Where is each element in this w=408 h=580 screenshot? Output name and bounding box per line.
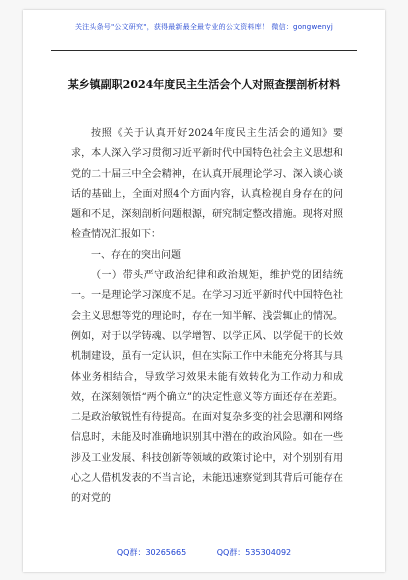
document-title: 某乡镇副职2024年度民主生活会个人对照查摆剖析材料 — [67, 78, 341, 91]
document-page — [23, 10, 385, 572]
footer-contacts — [23, 547, 385, 558]
section-heading: 一、存在的突出问题 — [91, 249, 181, 261]
qq-group-2: QQ群：535304092 — [216, 548, 292, 557]
document-body — [71, 124, 343, 510]
qq-group-1: QQ群：30265665 — [116, 548, 187, 557]
header-divider — [51, 50, 357, 51]
paragraph-intro: 按照《关于认真开好2024年度民主生活会的通知》要求，本人深入学习贯彻习近平新时代中国特色社会主义思想和党的二十届三中全会精神，在认真开展理论学习、深入谈心谈话的基础上，全面对照4个方面内容，认真检视自身存在的问题和不足，深刻剖析问题根源，研究制定整改措施。现将对照检查情况汇报如下： — [71, 128, 343, 241]
top-banner: 关注头条号"公文研究"，获得最新最全最专业的公文资料库！ 微信：gongwenyj — [74, 23, 334, 31]
paragraph-section-1: （一）带头严守政治纪律和政治规矩，维护党的团结统一。一是理论学习深度不足。在学习习近平新时代中国特色社会主义思想等党的理论时，存在一知半解、浅尝辄止的情况。例如，对于以学铸魂、以学增智、以学正风、以学促干的长效机制建设，虽有一定认识，但在实际工作中未能充分将其与具体业务相结合，导致学习效果未能有效转化为工作动力和成效，在深刻领悟“两个确立”的决定性意义等方面还存在差距。二是政治敏锐性有待提高。在面对复杂多变的社会思潮和网络信息时，未能及时准确地识别其中潜在的政治风险。如在一些涉及工业发展、科技创新等领域的政策讨论中，对个别别有用心之人借机发表的不当言论，未能迅速察觉到其背后可能存在的对党的 — [71, 270, 343, 505]
